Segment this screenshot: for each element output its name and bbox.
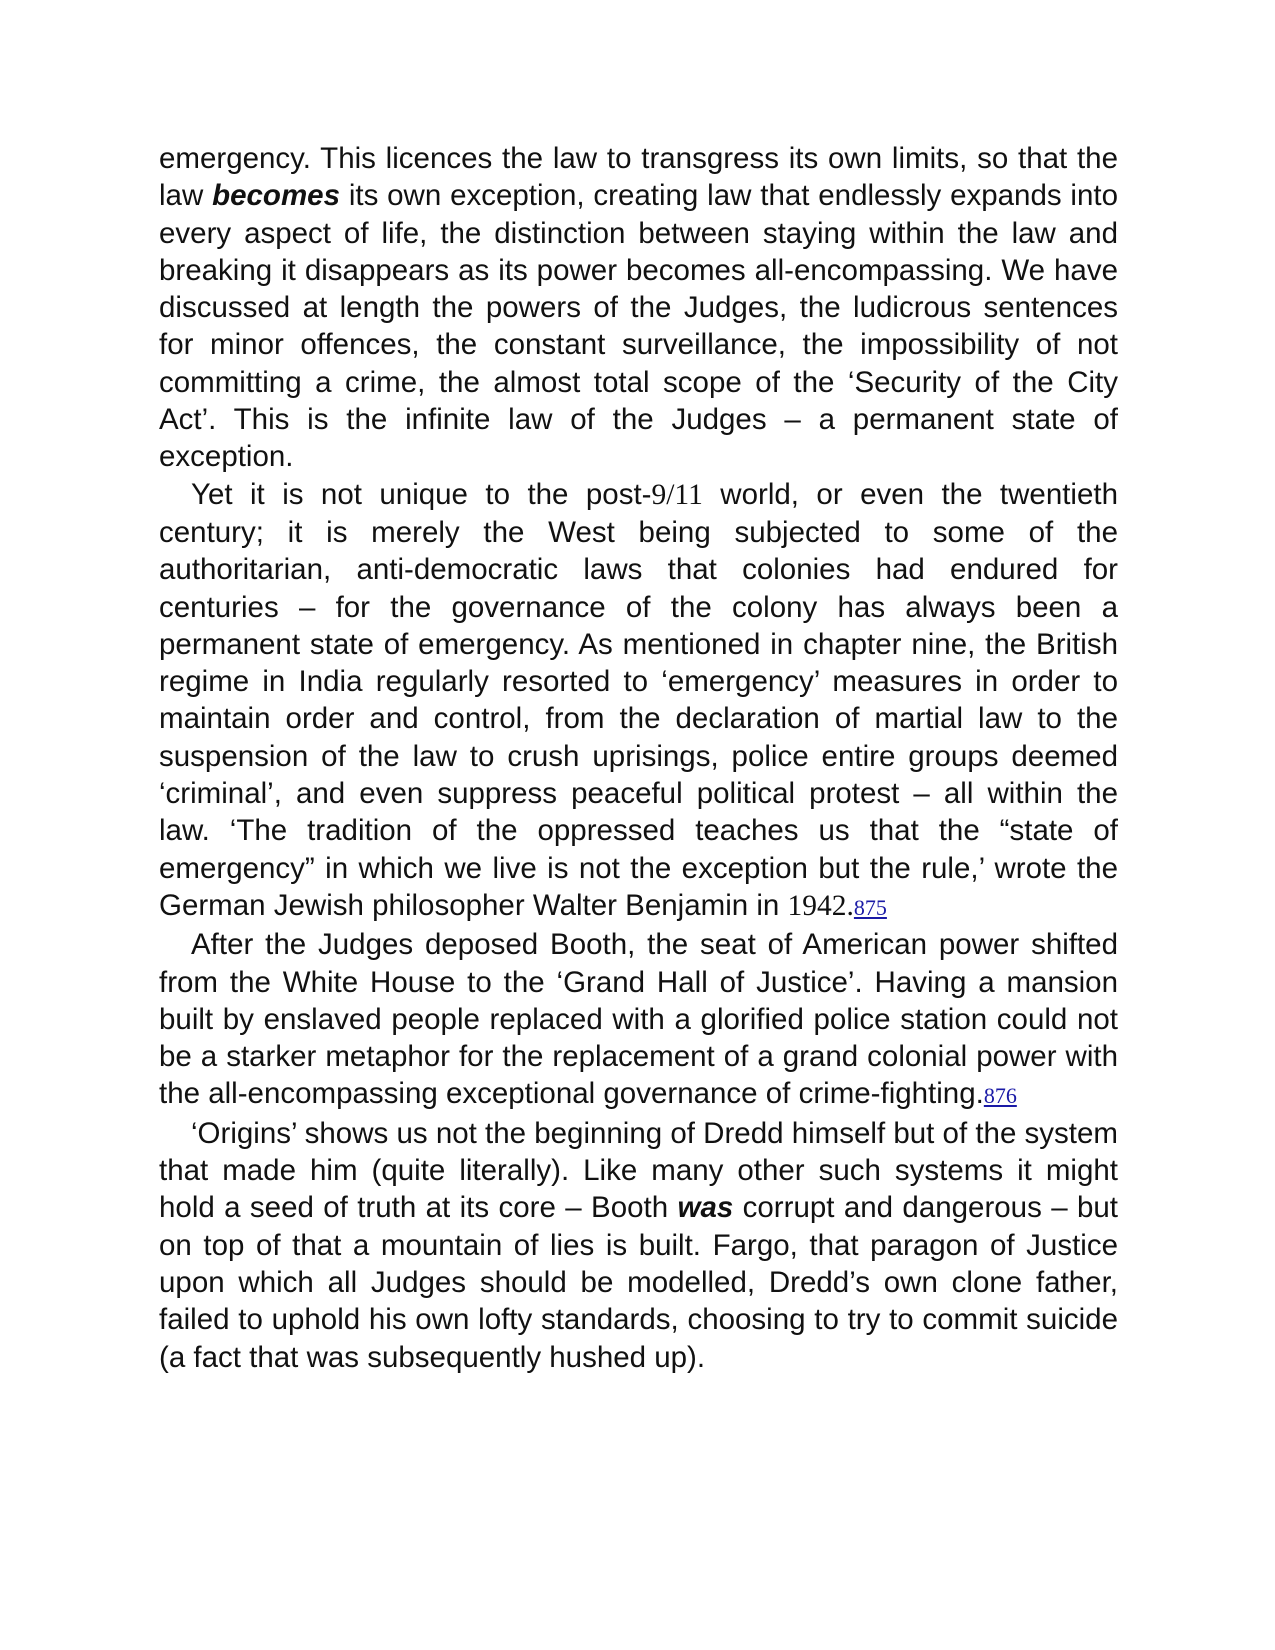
emphasis-was: was — [677, 1191, 734, 1225]
emphasis-becomes: becomes — [212, 179, 340, 213]
document-page — [159, 140, 1118, 1376]
text-segment: world, or even the twentieth century; it is merely the West being subjected to some of the authoritarian, anti-democratic laws that colonies had endured for centuries – for the governance of the colony has always been a permanent state of emergency. As mentioned in chapter nine, the British regime in India regularly resorted to ‘emergency’ measures in order to maintain order and control, from the declaration of martial law to the suspension of the law to crush uprisings, police entire groups deemed ‘criminal’, and even suppress peaceful political protest – all within the law. ‘The tradition of the oppressed teaches us that the “state of emergency” in which we live is not the exception but the rule,’ wrote the German Jewish philosopher Walter Benjamin in — [159, 477, 1118, 922]
footnote-link-875[interactable]: 875 — [853, 894, 887, 920]
date-911: 9/11 — [651, 478, 703, 511]
year-1942: 1942. — [787, 889, 854, 922]
paragraph-3 — [159, 926, 1118, 1114]
text-segment: After the Judges deposed Booth, the seat of American power shifted from the White House to the ‘Grand Hall of Justice’. Having a mansion built by enslaved people replaced with a glorified police station could not be a starker metaphor for the replacement of a grand colonial power with the all-encompassing exceptional governance of crime-fighting. — [159, 928, 1118, 1111]
paragraph-1 — [159, 140, 1118, 476]
paragraph-2 — [159, 476, 1118, 927]
text-segment: ‘Origins’ shows us not the beginning of Dredd himself but of the system that made him (quite literally). Like many other such systems it might hold a seed of truth at its core – Booth — [159, 1116, 1118, 1225]
text-segment: Yet it is not unique to the post- — [191, 477, 652, 511]
text-segment: emergency. This licences the law to transgress its own limits, so that the law — [159, 142, 1118, 213]
paragraph-4 — [159, 1115, 1118, 1376]
footnote-link-876[interactable]: 876 — [983, 1083, 1017, 1109]
text-segment: corrupt and dangerous – but on top of that a mountain of lies is built. Fargo, that paragon of Justice upon which all Judges should be modelled, Dredd’s own clone father, failed to uphold his own lofty standards, choosing to try to commit suicide (a fact that was subsequently hushed up). — [159, 1191, 1118, 1374]
text-segment: its own exception, creating law that endlessly expands into every aspect of life, the distinction between staying within the law and breaking it disappears as its power becomes all-encompassing. We have discussed at length the powers of the Judges, the ludicrous sentences for minor offences, the constant surveillance, the impossibility of not committing a crime, the almost total scope of the ‘Security of the City Act’. This is the infinite law of the Judges – a permanent state of exception. — [159, 179, 1118, 474]
